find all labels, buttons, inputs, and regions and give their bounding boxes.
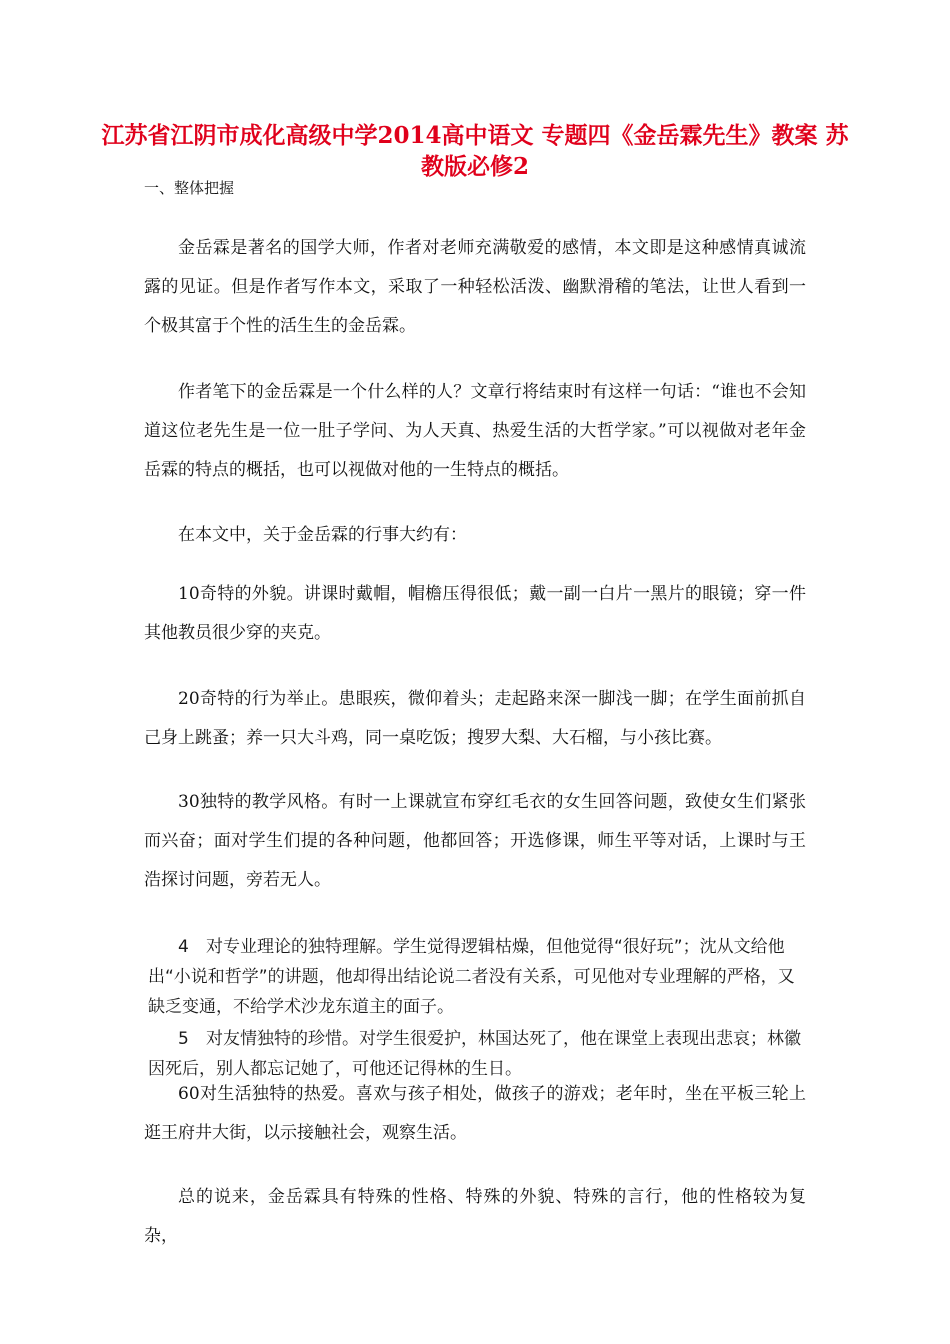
paragraph-conclusion: 总的说来，金岳霖具有特殊的性格、特殊的外貌、特殊的言行，他的性格较为复杂， (144, 1187, 806, 1246)
list-item-theory (148, 932, 808, 1022)
document-title: 江苏省江阴市成化高级中学2014高中语文 专题四《金岳霖先生》教案 苏教版必修2 (101, 122, 849, 180)
section-heading: 一、整体把握 (144, 179, 235, 197)
list-item-text: 对友情独特的珍惜。对学生很爱护，林国达死了，他在课堂上表现出悲哀；林徽因死后，别人都忘记她了，可他还记得林的生日。 (148, 1029, 801, 1079)
paragraph-summary: 作者笔下的金岳霖是一个什么样的人？文章行将结束时有这样一句话：“谁也不会知道这位老先生是一位一肚子学问、为人天真、热爱生活的大哲学家。”可以视做对老年金岳霖的特点的概括，也可以视做对他的一生特点的概括。 (144, 382, 806, 480)
list-item-appearance: 10奇特的外貌。讲课时戴帽，帽檐压得很低；戴一副一白片一黑片的眼镜；穿一件其他教员很少穿的夹克。 (144, 584, 806, 643)
paragraph-list-intro: 在本文中，关于金岳霖的行事大约有： (178, 525, 467, 545)
list-item-behavior: 20奇特的行为举止。患眼疾，微仰着头；走起路来深一脚浅一脚；在学生面前抓自己身上跳蚤；养一只大斗鸡，同一桌吃饭；搜罗大梨、大石榴，与小孩比赛。 (144, 689, 806, 748)
list-item-text: 对专业理论的独特理解。学生觉得逻辑枯燥，但他觉得“很好玩”；沈从文给他出“小说和哲学”的讲题，他却得出结论说二者没有关系，可见他对专业理解的严格，又缺乏变通，不给学术沙龙东道主的面子。 (148, 937, 795, 1017)
list-item-teaching: 30独特的教学风格。有时一上课就宣布穿红毛衣的女生回答问题，致使女生们紧张而兴奋；面对学生们提的各种问题，他都回答；开选修课，师生平等对话，上课时与王浩探讨问题，旁若无人。 (144, 792, 806, 890)
list-number: 5 (178, 1029, 189, 1049)
paragraph-intro: 金岳霖是著名的国学大师，作者对老师充满敬爱的感情，本文即是这种感情真诚流露的见证。但是作者写作本文，采取了一种轻松活泼、幽默滑稽的笔法，让世人看到一个极其富于个性的活生生的金岳霖。 (144, 238, 806, 336)
list-number: 4 (178, 937, 189, 957)
list-item-life: 60对生活独特的热爱。喜欢与孩子相处，做孩子的游戏；老年时，坐在平板三轮上逛王府井大街，以示接触社会，观察生活。 (144, 1084, 806, 1143)
